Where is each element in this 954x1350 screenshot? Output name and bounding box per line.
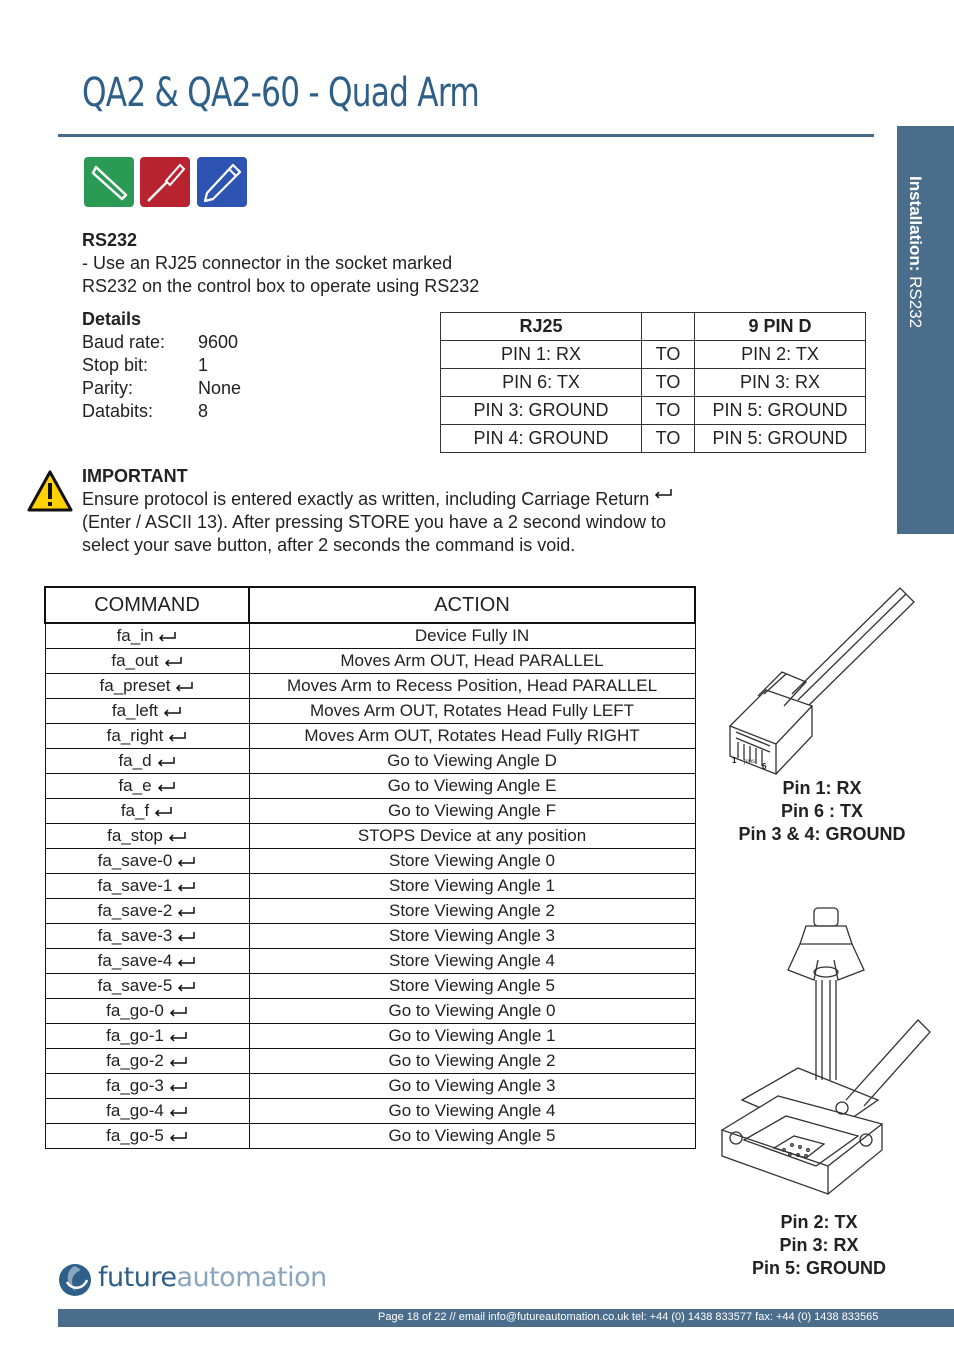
table-cell: TO <box>642 397 695 425</box>
pencil-icon <box>197 157 247 207</box>
command-text: fa_e <box>118 776 152 795</box>
warning-icon <box>27 470 73 512</box>
command-text: fa_preset <box>99 676 171 695</box>
command-cell <box>45 1099 249 1124</box>
command-text: fa_out <box>111 651 159 670</box>
table-header: 9 PIN D <box>695 313 866 341</box>
table-row <box>45 623 695 649</box>
table-cell: TO <box>642 369 695 397</box>
table-row <box>45 649 695 674</box>
action-cell: Moves Arm to Recess Position, Head PARALLEL <box>249 674 695 699</box>
return-key-icon <box>176 906 196 918</box>
table-row <box>45 724 695 749</box>
return-key-icon <box>176 931 196 943</box>
table-header: COMMAND <box>45 587 249 623</box>
table-cell: PIN 5: GROUND <box>695 425 866 453</box>
table-row <box>441 341 866 369</box>
table-row <box>45 999 695 1024</box>
table-cell: PIN 4: GROUND <box>441 425 642 453</box>
table-row <box>45 1024 695 1049</box>
table-cell: TO <box>642 425 695 453</box>
important-section <box>82 465 673 557</box>
table-row <box>45 849 695 874</box>
command-cell <box>45 649 249 674</box>
command-cell <box>45 749 249 774</box>
return-key-icon <box>156 756 176 768</box>
return-key-icon <box>167 831 187 843</box>
table-row <box>441 369 866 397</box>
details-row: Baud rate: 9600 <box>82 332 239 352</box>
command-cell <box>45 999 249 1024</box>
rj25-pin-right: 6 <box>762 762 767 771</box>
dsub-pin-labels <box>699 1211 939 1280</box>
table-row <box>45 824 695 849</box>
return-key-icon <box>168 1006 188 1018</box>
action-cell: Moves Arm OUT, Rotates Head Fully LEFT <box>249 699 695 724</box>
action-cell: Moves Arm OUT, Head PARALLEL <box>249 649 695 674</box>
command-text: fa_go-1 <box>106 1026 164 1045</box>
command-cell <box>45 849 249 874</box>
table-row <box>45 1074 695 1099</box>
command-text: fa_go-2 <box>106 1051 164 1070</box>
command-text: fa_save-4 <box>97 951 173 970</box>
dsub-connector-drawing <box>718 900 934 1200</box>
command-text: fa_in <box>116 626 154 645</box>
action-cell: Store Viewing Angle 2 <box>249 899 695 924</box>
return-key-icon <box>163 656 183 668</box>
action-cell: Go to Viewing Angle E <box>249 774 695 799</box>
section-side-tab <box>897 126 954 534</box>
command-cell <box>45 974 249 999</box>
table-row <box>45 1124 695 1149</box>
action-cell: Store Viewing Angle 4 <box>249 949 695 974</box>
logo-swirl-icon <box>57 1262 93 1298</box>
rs232-section <box>82 229 479 298</box>
table-row <box>45 974 695 999</box>
action-cell: Store Viewing Angle 5 <box>249 974 695 999</box>
command-text: fa_save-3 <box>97 926 173 945</box>
pin-label: Pin 6 : TX <box>780 801 863 821</box>
action-cell: Go to Viewing Angle F <box>249 799 695 824</box>
return-key-icon <box>176 881 196 893</box>
command-cell <box>45 874 249 899</box>
command-text: fa_save-0 <box>97 851 173 870</box>
company-logo: futureautomation <box>98 1262 327 1293</box>
table-row <box>45 1099 695 1124</box>
rj25-connector-drawing <box>722 586 922 776</box>
table-row <box>45 799 695 824</box>
return-key-icon <box>167 731 187 743</box>
action-cell: Store Viewing Angle 0 <box>249 849 695 874</box>
command-text: fa_d <box>118 751 152 770</box>
return-key-icon <box>168 1131 188 1143</box>
table-cell: PIN 1: RX <box>441 341 642 369</box>
command-cell <box>45 949 249 974</box>
command-cell <box>45 774 249 799</box>
important-line: Ensure protocol is entered exactly as written, including Carriage Return <box>82 488 673 511</box>
command-cell <box>45 674 249 699</box>
table-row <box>441 397 866 425</box>
table-cell: PIN 2: TX <box>695 341 866 369</box>
return-key-icon <box>168 1031 188 1043</box>
command-cell <box>45 924 249 949</box>
table-row <box>45 774 695 799</box>
pin-mapping-table <box>440 312 866 453</box>
footer-bar <box>58 1309 954 1327</box>
details-row: Parity: None <box>82 378 242 398</box>
return-key-icon <box>162 706 182 718</box>
pin-label: Pin 1: RX <box>782 778 862 798</box>
command-cell <box>45 1074 249 1099</box>
return-key-icon <box>168 1056 188 1068</box>
rj25-pin-labels <box>702 777 942 846</box>
pin-label: Pin 3 & 4: GROUND <box>738 824 906 844</box>
action-cell: Device Fully IN <box>249 623 695 649</box>
important-line: select your save button, after 2 seconds the command is void. <box>82 535 576 555</box>
pin-label: Pin 3: RX <box>779 1235 859 1255</box>
action-cell: Store Viewing Angle 1 <box>249 874 695 899</box>
table-row <box>45 699 695 724</box>
details-heading: Details <box>82 309 142 329</box>
table-cell: PIN 5: GROUND <box>695 397 866 425</box>
table-row <box>45 874 695 899</box>
return-key-icon <box>168 1106 188 1118</box>
command-cell <box>45 1124 249 1149</box>
table-row <box>45 749 695 774</box>
pin-label: Pin 2: TX <box>780 1212 858 1232</box>
table-row <box>45 924 695 949</box>
details-row: Databits: 8 <box>82 401 209 421</box>
action-cell: Store Viewing Angle 3 <box>249 924 695 949</box>
table-cell: PIN 3: RX <box>695 369 866 397</box>
command-cell <box>45 623 249 649</box>
side-tab-label: Installation: RS232 <box>906 176 925 329</box>
command-text: fa_left <box>111 701 159 720</box>
table-row <box>45 674 695 699</box>
rj25-pins-word: pins <box>744 759 756 765</box>
action-cell: Go to Viewing Angle 2 <box>249 1049 695 1074</box>
action-cell: Go to Viewing Angle D <box>249 749 695 774</box>
details-row: Stop bit: 1 <box>82 355 209 375</box>
action-cell: Moves Arm OUT, Rotates Head Fully RIGHT <box>249 724 695 749</box>
rj25-pin-left: 1 <box>732 756 737 765</box>
pin-label: Pin 5: GROUND <box>751 1258 886 1278</box>
table-cell: PIN 6: TX <box>441 369 642 397</box>
rs232-line: - Use an RJ25 connector in the socket marked <box>82 253 453 273</box>
table-header <box>642 313 695 341</box>
action-cell: Go to Viewing Angle 0 <box>249 999 695 1024</box>
return-key-icon <box>176 856 196 868</box>
command-cell <box>45 1024 249 1049</box>
action-cell: Go to Viewing Angle 3 <box>249 1074 695 1099</box>
table-header-row <box>441 313 866 341</box>
command-text: fa_save-2 <box>97 901 173 920</box>
return-key-icon <box>176 981 196 993</box>
command-text: fa_right <box>106 726 164 745</box>
command-text: fa_stop <box>107 826 163 845</box>
command-cell <box>45 724 249 749</box>
footer-contact: Page 18 of 22 // email info@futureautomation.co.uk tel: +44 (0) 1438 833577 fax: +44 (0) 1438 833565 <box>378 1311 879 1323</box>
command-text: fa_save-1 <box>97 876 173 895</box>
return-key-icon <box>176 956 196 968</box>
command-cell <box>45 1049 249 1074</box>
return-key-icon <box>174 681 194 693</box>
return-key-icon <box>156 781 176 793</box>
command-cell <box>45 699 249 724</box>
details-section <box>82 308 241 423</box>
rs232-heading: RS232 <box>82 230 138 250</box>
page-title: QA2 & QA2-60 - Quad Arm <box>82 70 479 116</box>
return-key-icon <box>153 806 173 818</box>
command-text: fa_go-3 <box>106 1076 164 1095</box>
important-line: (Enter / ASCII 13). After pressing STORE you have a 2 second window to <box>82 512 666 532</box>
return-key-icon <box>653 488 673 500</box>
table-row <box>45 899 695 924</box>
command-text: fa_go-4 <box>106 1101 164 1120</box>
table-header-row <box>45 587 695 623</box>
action-cell: STOPS Device at any position <box>249 824 695 849</box>
return-key-icon <box>157 631 177 643</box>
command-text: fa_go-0 <box>106 1001 164 1020</box>
action-cell: Go to Viewing Angle 5 <box>249 1124 695 1149</box>
table-header: ACTION <box>249 587 695 623</box>
table-cell: PIN 3: GROUND <box>441 397 642 425</box>
table-row <box>441 425 866 453</box>
table-header: RJ25 <box>441 313 642 341</box>
table-row <box>45 1049 695 1074</box>
command-text: fa_f <box>120 801 150 820</box>
rs232-line: RS232 on the control box to operate using RS232 <box>82 276 480 296</box>
command-cell <box>45 824 249 849</box>
allen-key-icon <box>84 157 134 207</box>
table-cell: TO <box>642 341 695 369</box>
command-text: fa_save-5 <box>97 976 173 995</box>
command-cell <box>45 799 249 824</box>
table-row <box>45 949 695 974</box>
return-key-icon <box>168 1081 188 1093</box>
screwdriver-icon <box>140 157 190 207</box>
important-heading: IMPORTANT <box>82 466 188 486</box>
command-table <box>44 586 696 1149</box>
command-cell <box>45 899 249 924</box>
command-text: fa_go-5 <box>106 1126 164 1145</box>
action-cell: Go to Viewing Angle 4 <box>249 1099 695 1124</box>
action-cell: Go to Viewing Angle 1 <box>249 1024 695 1049</box>
title-divider <box>58 134 874 137</box>
